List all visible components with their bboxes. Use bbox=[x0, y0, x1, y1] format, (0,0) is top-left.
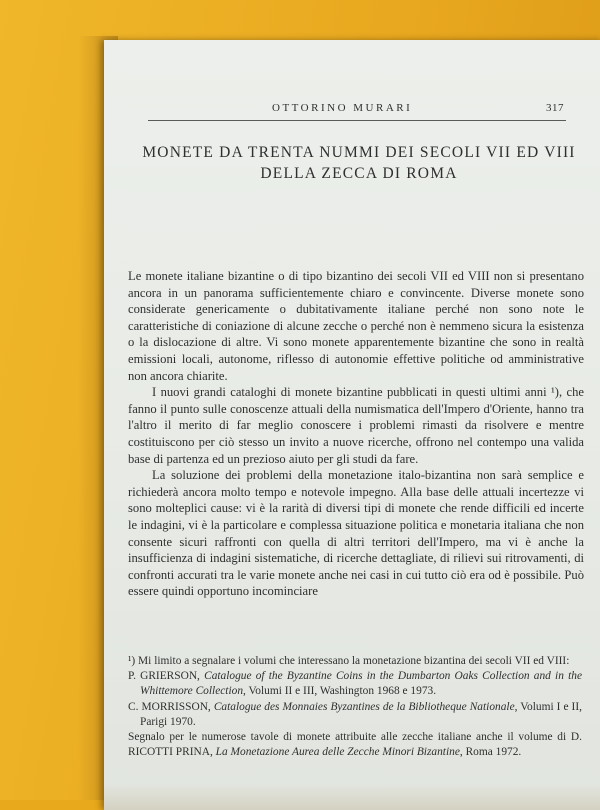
footnote-1-intro: ¹) Mi limito a segnalare i volumi che interessano la monetazione bizantina dei secoli VII ed VIII: bbox=[128, 655, 570, 667]
footnote-entry-morrisson bbox=[128, 700, 582, 730]
article-title bbox=[134, 142, 584, 184]
book-page bbox=[104, 40, 600, 810]
footnote-title: Catalogue of the Byzantine Coins in the Dumbarton Oaks Collection and in the Whittemore Collection bbox=[140, 670, 582, 698]
page-number: 317 bbox=[546, 102, 564, 114]
footnote-author: P. GRIERSON, bbox=[128, 670, 200, 683]
footnote-author: C. MORRISSON, bbox=[128, 700, 211, 713]
body-paragraph-3: La soluzione dei problemi della monetazione italo-bizantina non sarà semplice e richiederà ancora molto tempo e notevole impegno. Alla base delle attuali incertezze vi sono molteplici cause: vi è la rarità di diversi tipi di monete che rende difficili ed incerte le indagini, vi è la particolare e complessa situazione politica e monetaria italiana che non consente sicuri raffronti con quella di altri territori dell'Impero, ma vi è anche la insufficienza di indagini sistematiche, di ricerche dettagliate, di rilievi sui ritrovamenti, di confronti accurati tra le varie monete anche nei casi in cui tutto ciò era od è possibile. Può essere quindi opportuno incominciare bbox=[128, 468, 584, 599]
body-paragraph-2: I nuovi grandi cataloghi di monete bizantine pubblicati in questi ultimi anni ¹), che fanno il punto sulle conoscenze attuali della numismatica dell'Impero d'Oriente, hanno tra l'altro il merito di far meglio conoscere i problemi rimasti da risolvere e mentre costituiscono per ciò stesso un invito a nuove ricerche, offrono nel contempo una valida base di partenza ed un prezioso aiuto per gli studi da fare. bbox=[128, 385, 584, 466]
body-text bbox=[128, 268, 584, 600]
footnote-details: , Volumi I e II, Parigi 1970. bbox=[140, 700, 582, 728]
footnote-lead: Segnalo per le numerose tavole di monete attribuite alle zecche italiane anche il volume di bbox=[128, 731, 567, 744]
page-bottom-shade bbox=[104, 784, 600, 810]
footnote-entry-ricotti bbox=[128, 730, 582, 760]
article-title-line-2: DELLA ZECCA DI ROMA bbox=[260, 165, 458, 182]
running-head-author: OTTORINO MURARI bbox=[272, 102, 413, 114]
body-paragraph-1: Le monete italiane bizantine o di tipo bizantino dei secoli VII ed VIII non si presentano ancora in un panorama sufficientemente chiaro e convincente. Diverse monete sono considerate genericamente o dubitativamente italiane perché non sono note le caratteristiche di coniazione di alcune zecche o perché non è nemmeno sicura la esistenza o la dislocazione di altre. Vi sono monete apparentemente bizantine che sono in realtà emissioni locali, autonome, riflesso di autonomie effettive politiche od amministrative non ancora chiarite. bbox=[128, 269, 584, 383]
running-head bbox=[104, 102, 564, 120]
footnote-author: D. RICOTTI PRINA, bbox=[128, 731, 582, 759]
footnote-entry-grierson bbox=[128, 669, 582, 699]
footnote-details: , Roma 1972. bbox=[459, 746, 522, 759]
header-rule bbox=[148, 120, 566, 121]
footnote-details: , Volumi II e III, Washington 1968 e 1973. bbox=[243, 685, 437, 698]
article-title-line-1: MONETE DA TRENTA NUMMI DEI SECOLI VII ED VIII bbox=[142, 144, 576, 161]
footnotes bbox=[128, 654, 582, 760]
footnote-title: La Monetazione Aurea delle Zecche Minori Bizantine bbox=[215, 746, 460, 759]
footnote-title: Catalogue des Monnaies Byzantines de la Bibliotheque Nationale bbox=[213, 700, 515, 713]
